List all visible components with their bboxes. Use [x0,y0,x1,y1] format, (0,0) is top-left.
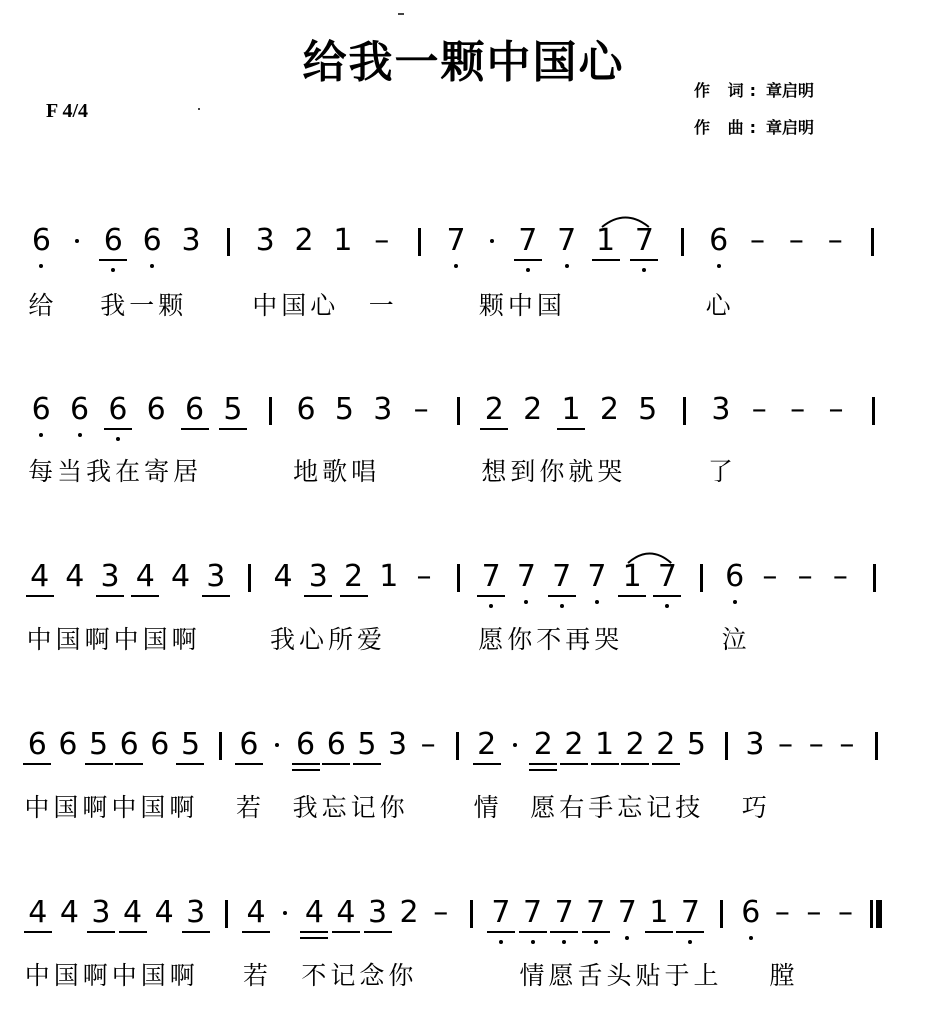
notation-row [0,559,927,612]
beam-underline [219,428,247,430]
low-octave-dot [111,268,115,272]
hold-dash: – [420,727,436,762]
barline [456,732,459,760]
augmentation-dot [283,911,287,915]
beam-underline [529,763,557,765]
beam-underline [340,595,368,597]
beam-underline [292,763,320,765]
composer-name: 章启明 [765,118,814,137]
lyric-text: 我一颗 [100,291,188,320]
beam-underline [23,763,51,765]
note-digit: 1 [333,223,353,258]
lyric-text: 情愿舌头贴于上 [519,961,723,990]
barline [418,228,421,256]
beam-underline [645,931,673,933]
song-title: 给我一颗中国心 [302,37,625,88]
note-digit: 4 [336,895,356,930]
beam-underline [557,428,585,430]
note-digit: 3 [181,223,201,258]
note-digit: 6 [326,727,346,762]
note-digit: 3 [206,559,226,594]
note-digit: 5 [334,392,354,427]
lyrics-row [0,286,927,326]
note-digit: 3 [255,223,275,258]
note-digit: 1 [594,727,615,762]
note-digit: 5 [89,727,109,762]
note-digit: 7 [518,223,538,258]
note-digit: 2 [564,727,584,762]
barline [872,397,875,425]
beam-underline [473,763,501,765]
scan-speck [198,108,200,110]
note-digit: 2 [656,727,676,762]
augmentation-dot [75,239,79,243]
lyric-text: 中国心 [252,291,340,320]
note-digit: 7 [491,895,511,930]
hold-dash: – [790,392,806,427]
beam-underline [26,595,54,597]
hold-dash: – [762,559,778,594]
note-digit: 4 [59,895,79,930]
note-digit: 4 [304,895,324,930]
low-octave-dot [524,600,528,604]
beam-underline [548,595,576,597]
beam-underline [181,428,209,430]
note-digit: 6 [69,392,90,427]
low-octave-dot [665,604,669,608]
note-digit: 4 [28,895,48,930]
final-barline-thick [876,900,882,928]
note-digit: 2 [625,727,645,762]
beam-underline [304,595,332,597]
note-digit: 4 [154,895,174,930]
note-digit: 7 [557,223,577,258]
hold-dash: – [778,727,794,762]
final-barline-thin [870,900,873,928]
barline [681,228,684,256]
note-digit: 4 [246,895,266,930]
beam-underline [292,769,320,771]
note-digit: 6 [239,727,259,762]
barline [219,732,222,760]
low-octave-dot [454,264,458,268]
note-digit: 1 [596,223,616,258]
barline [700,564,703,592]
note-digit: 6 [150,727,170,762]
beam-underline [96,595,124,597]
note-digit: 2 [343,559,364,594]
note-digit: 2 [533,727,553,762]
lyric-text: 中国啊中国啊 [24,793,199,822]
low-octave-dot [717,264,721,268]
note-digit: 3 [367,895,388,930]
note-digit: 5 [686,727,706,762]
lyric-text: 中国啊中国啊 [26,625,201,654]
lyric-text: 心 [705,291,735,320]
beam-underline [182,931,210,933]
note-digit: 3 [186,895,206,930]
note-digit: 6 [27,727,47,762]
lyric-text: 愿右手忘记技 [530,793,705,822]
beam-underline [115,763,143,765]
low-octave-dot [733,600,737,604]
note-digit: 3 [711,392,731,427]
beam-underline [621,763,649,765]
key-signature: F 4/4 [46,100,89,122]
note-digit: 7 [481,559,501,594]
note-digit: 5 [180,727,201,762]
note-digit: 7 [523,895,543,930]
beam-underline [477,595,505,597]
barline [873,564,876,592]
note-digit: 7 [587,559,607,594]
note-digit: 6 [103,223,123,258]
hold-dash: – [832,559,848,594]
lyric-text: 地歌唱 [293,457,381,486]
beam-underline [630,259,658,261]
note-digit: 4 [122,895,143,930]
beam-underline [652,763,680,765]
low-octave-dot [116,437,120,441]
low-octave-dot [594,940,598,944]
note-digit: 6 [119,727,139,762]
lyric-text: 若 [242,961,272,990]
low-octave-dot [489,604,493,608]
beam-underline [300,931,328,933]
beam-underline [480,428,508,430]
augmentation-dot [275,743,279,747]
lyric-text: 想到你就哭 [481,457,627,486]
beam-underline [592,259,620,261]
lyric-text: 我心所爱 [270,625,387,654]
low-octave-dot [642,268,646,272]
note-digit: 7 [552,559,572,594]
note-digit: 4 [30,559,50,594]
beam-underline [591,763,619,765]
notation-row [0,223,927,276]
beam-underline [322,763,350,765]
note-digit: 1 [561,392,581,427]
note-digit: 2 [477,727,497,762]
barline [225,900,228,928]
beam-underline [242,931,270,933]
note-digit: 2 [484,392,504,427]
notation-row [0,895,927,948]
low-octave-dot [595,600,599,604]
barline [269,397,272,425]
lyrics-row [0,620,927,660]
note-digit: 3 [91,895,111,930]
note-digit: 4 [135,559,155,594]
barline [457,397,460,425]
hold-dash: – [433,895,449,930]
beam-underline [676,931,704,933]
lyrics-row [0,788,927,828]
note-digit: 7 [657,559,677,594]
beam-underline [24,931,52,933]
barline [248,564,251,592]
lyrics-row [0,956,927,996]
low-octave-dot [78,433,82,437]
beam-underline [300,937,328,939]
note-digit: 3 [373,392,393,427]
note-digit: 6 [108,392,128,427]
lyric-text: 情 [473,793,503,822]
note-digit: 7 [680,895,700,930]
beam-underline [202,595,230,597]
scan-speck [398,13,404,15]
beam-underline [529,769,557,771]
barline [725,732,728,760]
hold-dash: – [751,392,767,427]
beam-underline [176,763,204,765]
barline [871,228,874,256]
note-digit: 6 [185,392,205,427]
lyric-text: 泣 [721,625,751,654]
note-digit: 1 [379,559,399,594]
note-digit: 6 [142,223,162,258]
lyricist-name: 章启明 [765,81,814,100]
lyric-text: 一 [368,291,398,320]
beam-underline [514,259,542,261]
note-digit: 5 [223,392,243,427]
beam-underline [332,931,360,933]
beam-underline [519,931,547,933]
composer-credit: 作 曲: 章启明 [694,118,814,137]
beam-underline [85,763,113,765]
beam-underline [119,931,147,933]
beam-underline [99,259,127,261]
note-digit: 3 [100,559,120,594]
beam-underline [618,595,646,597]
note-digit: 7 [586,895,606,930]
hold-dash: – [837,895,853,930]
beam-underline [550,931,578,933]
notation-row [0,727,927,780]
note-digit: 7 [446,223,466,258]
note-digit: 6 [709,223,729,258]
beam-underline [560,763,588,765]
note-digit: 1 [649,895,669,930]
low-octave-dot [531,940,535,944]
lyrics-row [0,452,927,492]
note-digit: 7 [617,895,637,930]
note-digit: 7 [634,223,654,258]
note-digit: 6 [31,223,51,258]
low-octave-dot [39,264,43,268]
note-digit: 6 [296,392,316,427]
lyric-text: 每当我在寄居 [28,457,203,486]
hold-dash: – [839,727,855,762]
beam-underline [235,763,263,765]
beam-underline [353,763,381,765]
lyric-text: 给 [28,291,58,320]
note-digit: 7 [554,895,574,930]
notation-row [0,392,927,445]
barline [875,732,878,760]
note-digit: 3 [387,727,408,762]
augmentation-dot [513,743,517,747]
barline [720,900,723,928]
barline [683,397,686,425]
low-octave-dot [150,264,154,268]
beam-underline [104,428,132,430]
lyricist-label: 作 词 [694,81,750,100]
note-digit: 6 [725,559,745,594]
note-digit: 7 [516,559,536,594]
note-digit: 6 [741,895,761,930]
lyric-text: 若 [235,793,265,822]
low-octave-dot [562,940,566,944]
note-digit: 3 [308,559,328,594]
hold-dash: – [828,392,844,427]
hold-dash: – [416,559,432,594]
note-digit: 5 [357,727,377,762]
lyric-text: 了 [707,457,737,486]
barline [457,564,460,592]
hold-dash: – [797,559,813,594]
low-octave-dot [749,936,753,940]
beam-underline [87,931,115,933]
hold-dash: – [774,895,790,930]
lyric-text: 颗中国 [478,291,566,320]
beam-underline [487,931,515,933]
note-digit: 2 [294,223,314,258]
low-octave-dot [625,936,629,940]
hold-dash: – [374,223,390,258]
slur-arc [626,548,673,564]
hold-dash: – [788,223,804,258]
low-octave-dot [560,604,564,608]
note-digit: 2 [523,392,543,427]
beam-underline [131,595,159,597]
lyric-text: 我忘记你 [292,793,409,822]
lyricist-credit: 作 词: 章启明 [694,81,814,100]
augmentation-dot [490,239,494,243]
lyric-text: 膛 [769,961,799,990]
lyric-text: 中国啊中国啊 [24,961,199,990]
beam-underline [582,931,610,933]
note-digit: 4 [273,559,293,594]
hold-dash: – [808,727,824,762]
low-octave-dot [526,268,530,272]
low-octave-dot [39,433,43,437]
lyric-text: 不记念你 [301,961,418,990]
note-digit: 6 [296,727,316,762]
lyric-text: 愿你不再哭 [478,625,624,654]
note-digit: 3 [745,727,765,762]
slur-arc [600,212,651,228]
note-digit: 4 [170,559,191,594]
note-digit: 6 [146,392,166,427]
low-octave-dot [565,264,569,268]
barline [470,900,473,928]
note-digit: 2 [399,895,419,930]
note-digit: 6 [58,727,78,762]
low-octave-dot [499,940,503,944]
beam-underline [653,595,681,597]
composer-label: 作 曲 [694,118,750,137]
hold-dash: – [750,223,765,258]
low-octave-dot [688,940,692,944]
note-digit: 1 [622,559,642,594]
lyric-text: 巧 [741,793,771,822]
beam-underline [364,931,392,933]
note-digit: 4 [65,559,85,594]
hold-dash: – [827,223,843,258]
hold-dash: – [413,392,429,427]
hold-dash: – [806,895,822,930]
note-digit: 2 [599,392,619,427]
barline [227,228,230,256]
note-digit: 5 [638,392,658,427]
note-digit: 6 [31,392,51,427]
